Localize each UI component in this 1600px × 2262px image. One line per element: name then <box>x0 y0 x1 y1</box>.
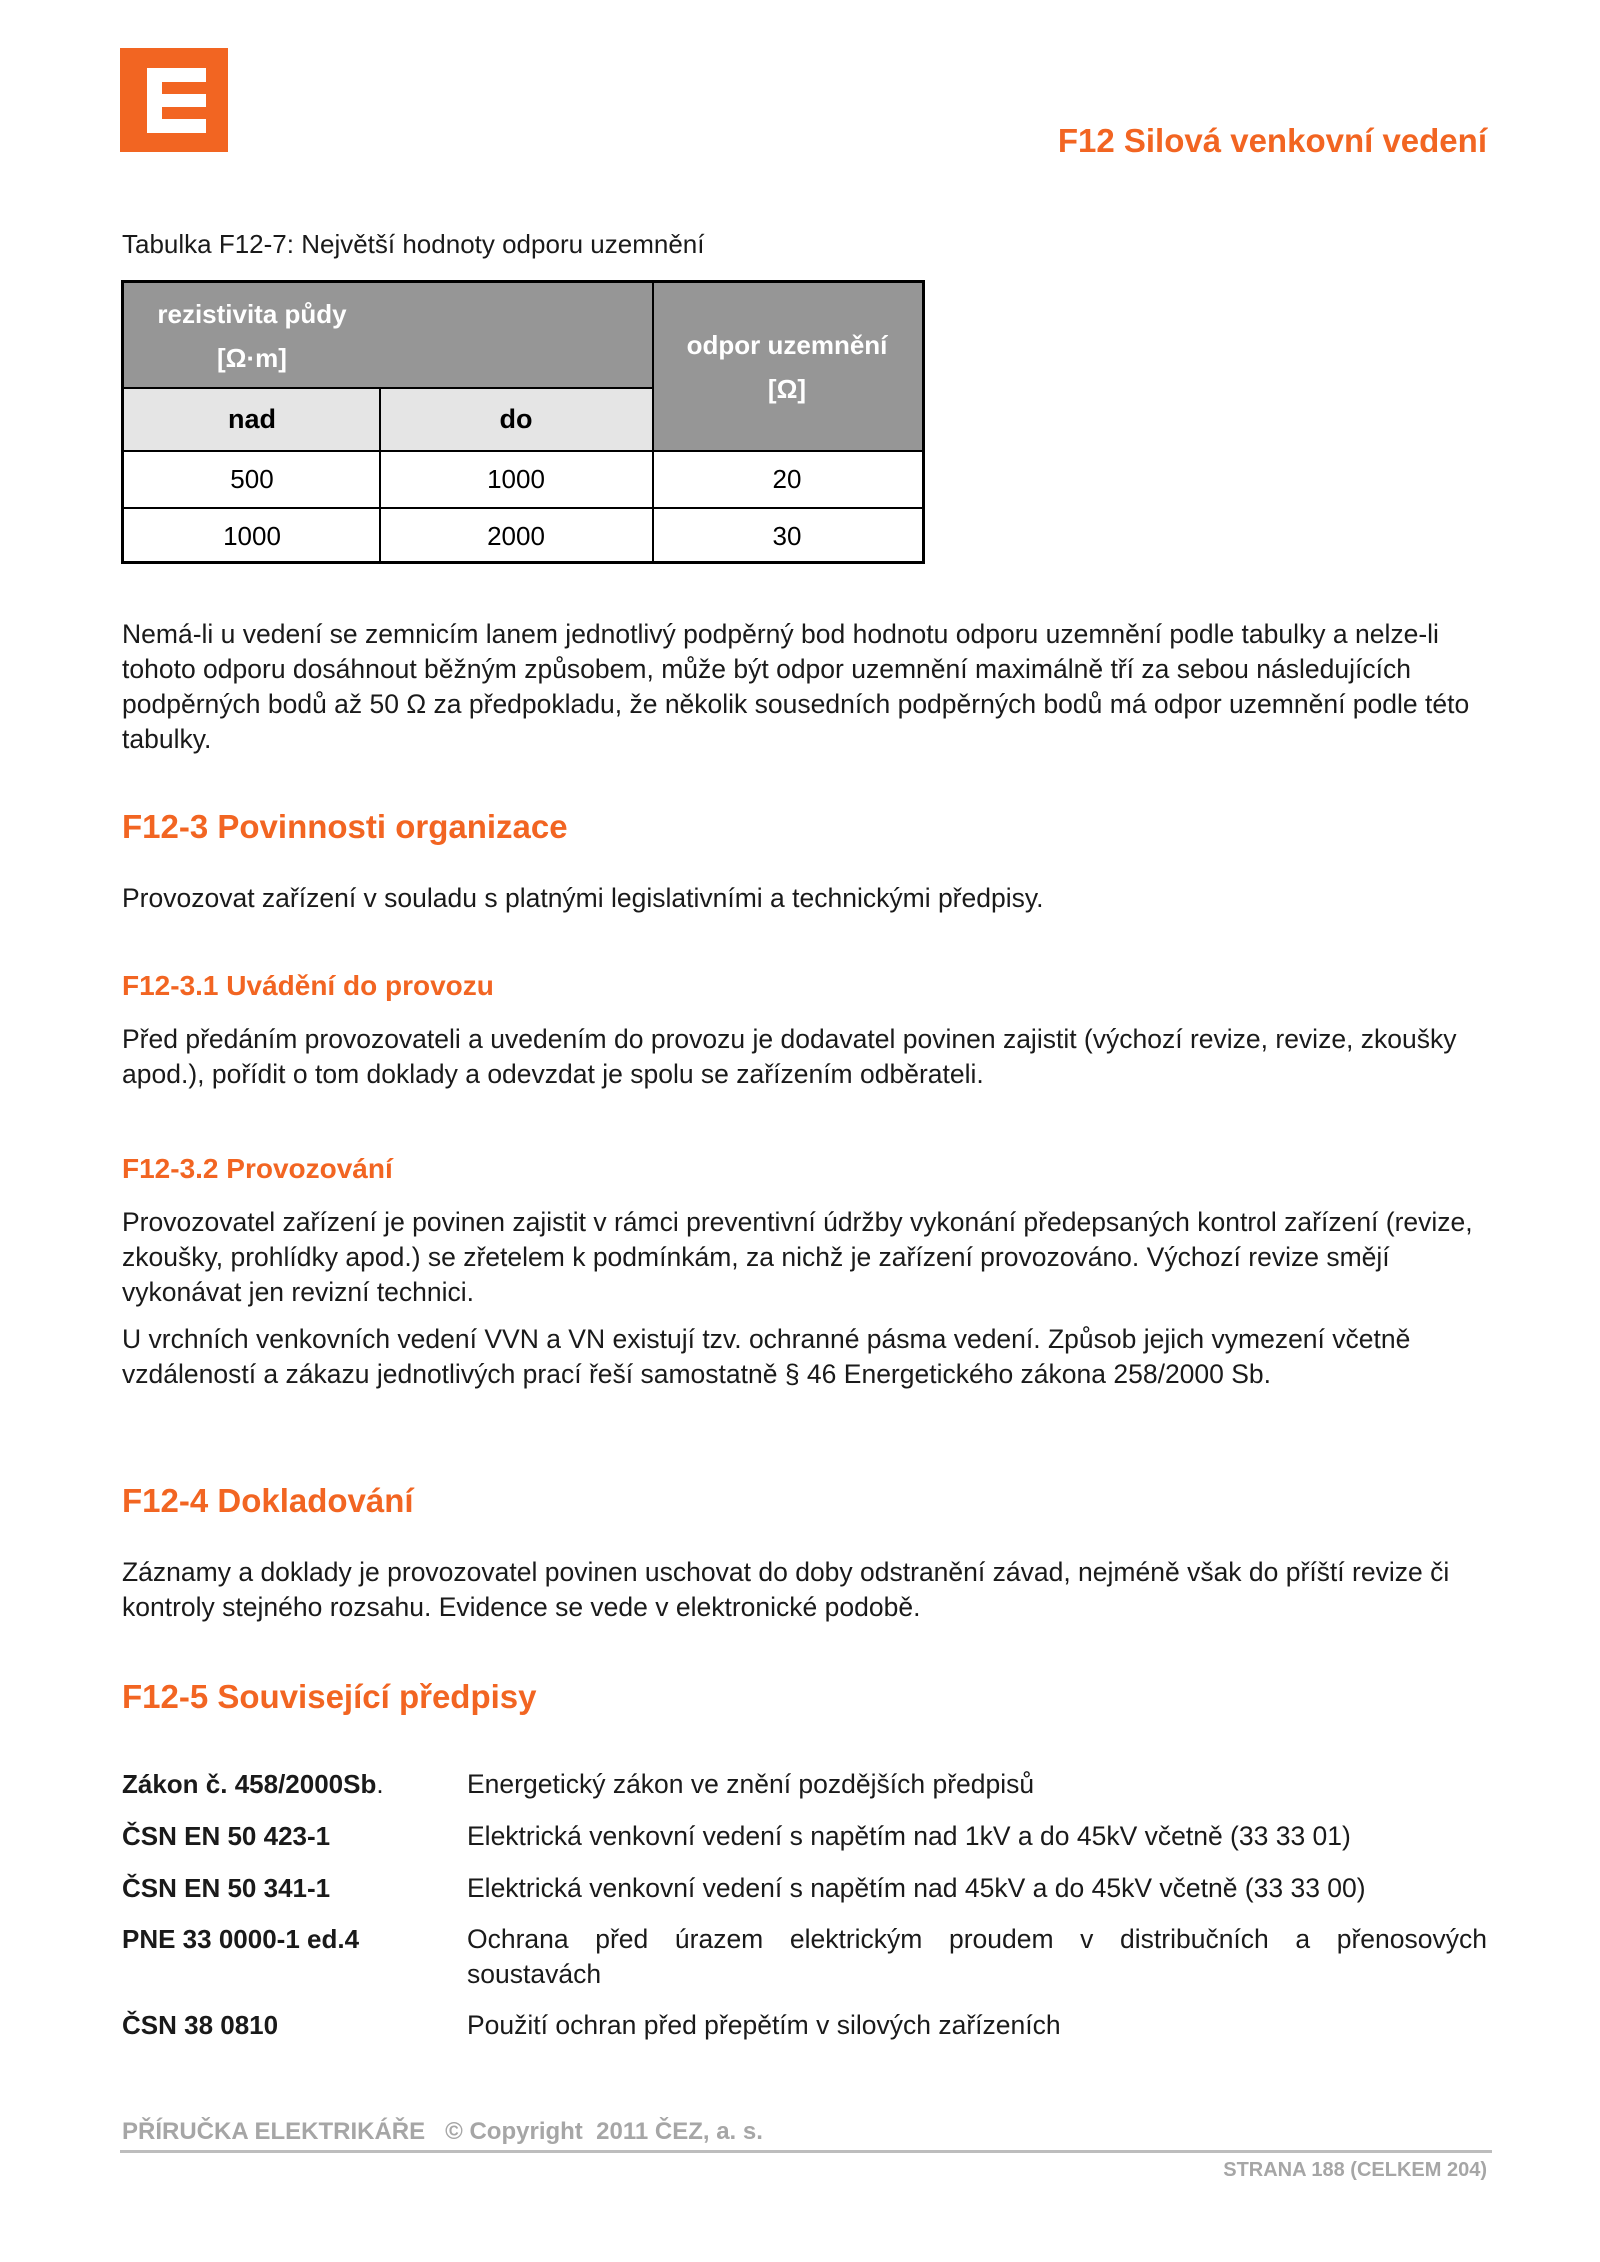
table-cell: 2000 <box>487 521 545 551</box>
header-resistance-unit: [Ω] <box>767 373 807 404</box>
logo-bar-bottom <box>147 119 206 133</box>
regulation-code: PNE 33 0000-1 ed.4 <box>122 1924 360 1954</box>
footer-divider <box>120 2150 1492 2153</box>
section-heading: F12-5 Související předpisy <box>122 1678 537 1715</box>
regulation-desc: Elektrická venkovní vedení s napětím nad 45kV a do 45kV včetně (33 33 00) <box>467 1873 1366 1903</box>
regulation-desc: Ochrana před úrazem elektrickým proudem v distribučních a přenosových <box>467 1924 1487 1954</box>
subsection-heading: F12-3.1 Uvádění do provozu <box>122 970 494 1001</box>
table-cell: 20 <box>772 464 802 494</box>
regulation-code: ČSN 38 0810 <box>122 2010 279 2040</box>
header-do: do <box>380 388 652 450</box>
table-grid-line <box>379 388 381 564</box>
header-resistance <box>652 283 922 450</box>
header-resistance-label: odpor uzemnění <box>686 329 888 360</box>
section-text: Před předáním provozovateli a uvedením do provozu je dodavatel povinen zajistit (výchozí revize, revize, zkoušky apod.), pořídit o tom doklady a odevzdat je spolu se zařízením odběrateli. <box>122 1024 1457 1089</box>
regulation-code-text: Zákon č. 458/2000Sb <box>122 1769 377 1799</box>
table-grid-line <box>652 283 654 564</box>
regulation-code-suffix: . <box>376 1769 384 1799</box>
footer-copyright: PŘÍRUČKA ELEKTRIKÁŘE © Copyright 2011 ČEZ, a. s. <box>122 2118 763 2145</box>
subsection-heading: F12-3.2 Provozování <box>122 1153 393 1184</box>
table-grid-line <box>124 387 652 389</box>
chapter-title: F12 Silová venkovní vedení <box>1057 122 1487 159</box>
table-cell: 30 <box>772 521 802 551</box>
table-caption: Tabulka F12-7: Největší hodnoty odporu uzemnění <box>122 229 705 259</box>
section-text: Záznamy a doklady je provozovatel povinen uschovat do doby odstranění závad, nejméně však do příští revize či kontroly stejného rozsahu. Evidence se vede v elektronické podobě. <box>122 1557 1450 1622</box>
cez-logo-icon <box>120 48 228 152</box>
header-resistivity <box>124 283 380 388</box>
header-resistivity-label: rezistivita půdy <box>157 298 347 329</box>
header-resistivity-unit: [Ω·m] <box>217 342 287 373</box>
regulation-code <box>122 1769 384 1800</box>
section-heading: F12-3 Povinnosti organizace <box>122 808 568 845</box>
table-cell: 1000 <box>487 464 545 494</box>
table-cell: 500 <box>230 464 274 494</box>
section-text: U vrchních venkovních vedení VVN a VN existují tzv. ochranné pásma vedení. Způsob jejich vymezení včetně vzdáleností a zákazu jednotlivých prací řeší samostatně § 46 Energetického zákona 258/2000 Sb. <box>122 1324 1411 1389</box>
page-number: STRANA 188 (CELKEM 204) <box>1223 2159 1487 2181</box>
regulation-desc: Energetický zákon ve znění pozdějších předpisů <box>467 1769 1035 1799</box>
header-resistivity-ext <box>380 283 652 388</box>
regulation-code: ČSN EN 50 423-1 <box>122 1821 331 1851</box>
section-heading: F12-4 Dokladování <box>122 1482 414 1519</box>
resistance-table <box>121 280 925 564</box>
table-cell: 1000 <box>223 521 281 551</box>
intro-paragraph: Nemá-li u vedení se zemnicím lanem jednotlivý podpěrný bod hodnotu odporu uzemnění podle tabulky a nelze-li tohoto odporu dosáhnout běžným způsobem, může být odpor uzemnění maximálně tří za sebou následujících podpěrných bodů až 50 Ω za předpokladu, že několik sousedních podpěrných bodů má odpor uzemnění podle této tabulky. <box>122 619 1470 754</box>
table-grid-line <box>124 507 922 509</box>
section-text: Provozovat zařízení v souladu s platnými legislativními a technickými předpisy. <box>122 883 1044 913</box>
table-grid-line <box>124 450 922 452</box>
regulation-code: ČSN EN 50 341-1 <box>122 1873 331 1903</box>
regulation-desc: Použití ochran před přepětím v silových zařízeních <box>467 2010 1061 2040</box>
regulation-desc-continued: soustavách <box>467 1959 602 1989</box>
section-text: Provozovatel zařízení je povinen zajistit v rámci preventivní údržby vykonání předepsaných kontrol zařízení (revize, zkoušky, prohlídky apod.) se zřetelem k podmínkám, za nichž je zařízení provozováno. Výchozí revize smějí vykonávat jen revizní technici. <box>122 1207 1473 1307</box>
regulation-desc: Elektrická venkovní vedení s napětím nad 1kV a do 45kV včetně (33 33 01) <box>467 1821 1351 1851</box>
header-nad: nad <box>124 388 380 450</box>
logo-bar-middle <box>147 94 206 107</box>
